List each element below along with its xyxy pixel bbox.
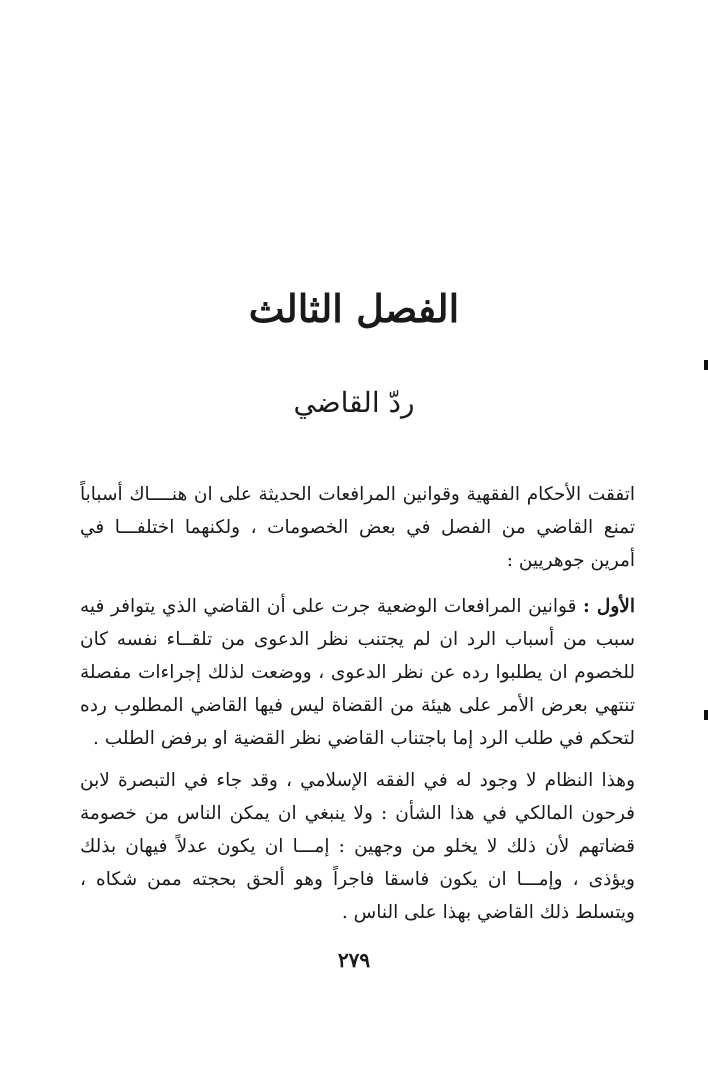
section-title: ردّ القاضي xyxy=(293,386,415,419)
scan-edge-mark xyxy=(704,360,708,370)
scan-edge-mark xyxy=(704,710,708,720)
paragraph-islamic-fiqh-text: وهذا النظام لا وجود له في الفقه الإسلامي ، وقد جاء في التبصرة لابن فرحون المالكي في هذا الشأن : ولا ينبغي ان يمكن الناس من خصومة قضاتهم لأن ذلك لا يخلو من وجهين : إمـــا ان يكون عدلاً فيهان بذلك ويؤذى ، وإمـــا ان يكون فاسقا فاجراً وهو ألحق بحجته ممن شكاه ، ويتسلط ذلك القاضي بهذا على الناس . xyxy=(80,770,635,923)
paragraph-intro xyxy=(80,478,635,577)
paragraph-islamic-fiqh xyxy=(80,764,635,929)
paragraph-intro-text: اتفقت الأحكام الفقهية وقوانين المرافعات الحديثة على ان هنــــاك أسباباً تمنع القاضي من الفصل في بعض الخصومات ، ولكنهما اختلفـــا في أمرين جوهريين : xyxy=(80,484,635,571)
first-point-label: الأول : xyxy=(582,596,635,617)
first-point-body: قوانين المرافعات الوضعية جرت على أن القاضي الذي يتوافر فيه سبب من أسباب الرد ان لم يجتنب نظر الدعوى من تلقــاء نفسه كان للخصوم ان يطلبوا رده عن نظر الدعوى ، ووضعت لذلك إجراءات مفصلة تنتهي بعرض الأمر على هيئة من القضاة ليس فيها القاضي المطلوب رده لتحكم في طلب الرد إما باجتناب القاضي نظر القضية او برفض الطلب . xyxy=(80,596,635,749)
page-number: ٢٧٩ xyxy=(337,948,371,972)
paragraph-first-point-text xyxy=(80,590,635,755)
paragraph-first-point xyxy=(80,590,635,755)
chapter-title: الفصل الثالث xyxy=(248,286,460,331)
